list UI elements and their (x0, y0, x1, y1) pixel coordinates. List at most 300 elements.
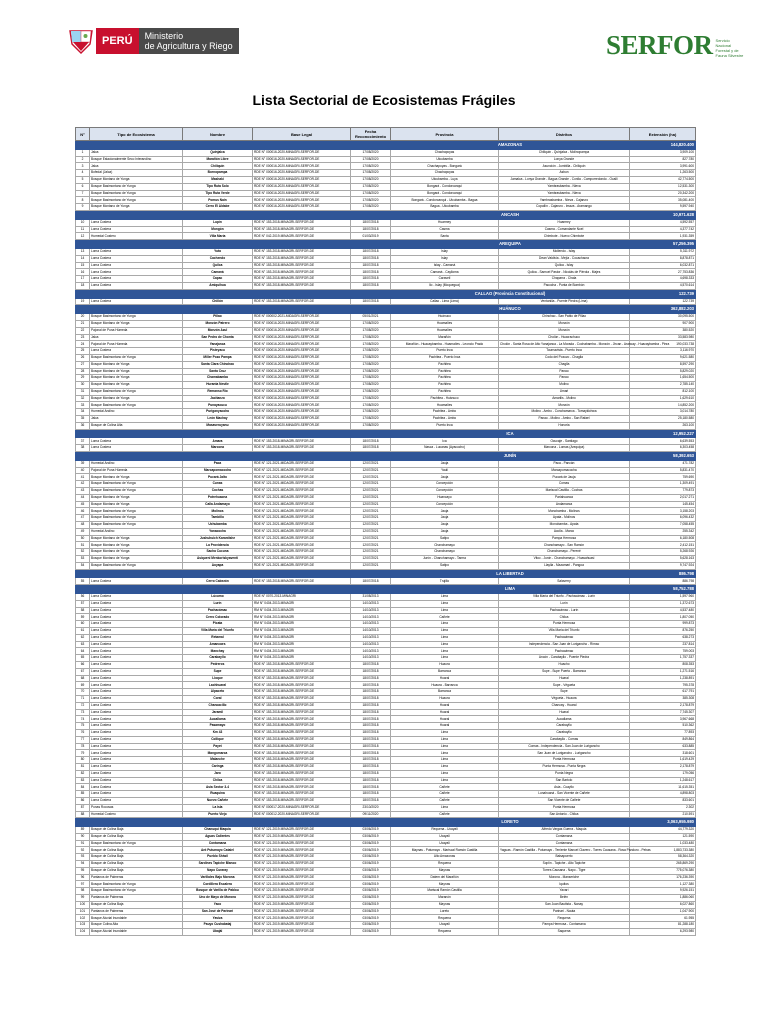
province: Cañete (391, 811, 499, 818)
legal-basis: RDE N° 121-2021-MIDAGRI-SERFOR-DE (253, 481, 351, 488)
recognition-date: 14/10/2013 (351, 641, 391, 648)
row-number: 88 (76, 811, 90, 818)
extension-ha: 849.864 (630, 736, 696, 743)
province: Datem del Marañón (391, 874, 499, 881)
extension-ha: 263.100 (630, 422, 696, 429)
legal-basis: RDE N° 153-2018-MINAGRI-SERFOR-DE (253, 723, 351, 730)
districts: Yambrasbamba - Nieva - Cajaruro (499, 197, 630, 204)
districts: Soplín - Tapiche - Alto Tapiche (499, 861, 630, 868)
table-row (76, 901, 696, 908)
ecosystem-type: Loma Costera (90, 689, 183, 696)
province: Lima (391, 757, 499, 764)
ecosystem-name: Yaco (183, 901, 253, 908)
col-header-legal-basis: Base Legal (253, 128, 351, 141)
legal-basis: RDE N° 153-2018-MINAGRI-SERFOR-DE (253, 675, 351, 682)
table-row (76, 149, 696, 156)
extension-ha: 9,926.151 (630, 888, 696, 895)
legal-basis: RDE N° 153-2018-MINAGRI-SERFOR-DE (253, 682, 351, 689)
row-number: 10 (76, 219, 90, 226)
table-row (76, 320, 696, 327)
districts: Carabayllo (499, 723, 630, 730)
row-number: 66 (76, 661, 90, 668)
ecosystem-type: Bosque Montano de Yunga (90, 382, 183, 389)
row-number: 81 (76, 763, 90, 770)
table-row (76, 467, 696, 474)
recognition-date: 18/07/2018 (351, 445, 391, 452)
region-total: 122.739 (630, 289, 696, 298)
ecosystem-type: Loma Costera (90, 600, 183, 607)
province: Nasca - Lucanas (Ayacucho) (391, 445, 499, 452)
ecosystem-type: Loma Costera (90, 736, 183, 743)
recognition-date: 17/08/2020 (351, 395, 391, 402)
legal-basis: RDE N° 000016-2020-MINAGRI-SERFOR-DE (253, 190, 351, 197)
districts: Supe - Végueta (499, 682, 630, 689)
legal-basis: RDE N° 153-2018-MINAGRI-SERFOR-DE (253, 695, 351, 702)
districts: Requena (499, 915, 630, 922)
region-name: LA LIBERTAD (391, 569, 630, 578)
ecosystem-type: Bosque Montano de Yunga (90, 535, 183, 542)
legal-basis: RDE N° 153-2018-MINAGRI-SERFOR-DE (253, 668, 351, 675)
ecosystem-name: Payet (183, 743, 253, 750)
row-number: 56 (76, 594, 90, 601)
legal-basis: RDE N° 121-2019-MINAGRI-SERFOR-DE (253, 833, 351, 840)
table-row (76, 791, 696, 798)
province: Lima (391, 634, 499, 641)
extension-ha: 81,288.180 (630, 922, 696, 929)
districts: Comas - Independencia - San Juan de Lurigancho (499, 743, 630, 750)
legal-basis: RDE N° 121-2021-MIDAGRI-SERFOR-DE (253, 556, 351, 563)
table-row (76, 382, 696, 389)
ecosystem-type: Humedal Costero (90, 811, 183, 818)
province: Ilo - Islay (Moquegua) (391, 282, 499, 289)
districts: Pariahuanca (499, 494, 630, 501)
districts: Pampa Hermosa - Contamana (499, 922, 630, 929)
districts: Chaparra - Chala (499, 276, 630, 283)
extension-ha: 827.780 (630, 156, 696, 163)
ecosystem-type: Loma Costera (90, 675, 183, 682)
ecosystem-type: Bofedal (Jalca) (90, 170, 183, 177)
row-number: 22 (76, 327, 90, 334)
table-row (76, 233, 696, 240)
row-number: 7 (76, 190, 90, 197)
page-header (0, 0, 768, 70)
province: Mariscal Ramón Castilla (391, 888, 499, 895)
table-row (76, 556, 696, 563)
region-spacer (76, 305, 391, 314)
districts: Pachacámac (499, 634, 630, 641)
row-number: 16 (76, 269, 90, 276)
ecosystem-type: Bosque Basimontano de Yunga (90, 522, 183, 529)
recognition-date: 03/06/2019 (351, 840, 391, 847)
col-header-type: Tipo de Ecosistema (90, 128, 183, 141)
legal-basis: RDE N° 121-2019-MINAGRI-SERFOR-DE (253, 874, 351, 881)
ecosystem-type: Bosque Basimontano de Yunga (90, 488, 183, 495)
province: Bagua - Utcubamba (391, 204, 499, 211)
region-row (76, 569, 696, 578)
table-row (76, 515, 696, 522)
province: Pachitea (391, 375, 499, 382)
province: Islay (391, 255, 499, 262)
districts: Lonya Grande (499, 156, 630, 163)
region-spacer (76, 569, 391, 578)
recognition-date: 18/07/2018 (351, 702, 391, 709)
serfor-logo (606, 32, 744, 58)
districts: Supe - Supe Puerto - Barranca (499, 668, 630, 675)
ecosystem-name: Pauyo Cushabataj (183, 922, 253, 929)
ecosystem-name: Amara (183, 438, 253, 445)
ecosystem-type: Loma Costera (90, 682, 183, 689)
province: Lima (391, 729, 499, 736)
ecosystem-name: Marcona (183, 445, 253, 452)
legal-basis: RDE N° 121-2019-MINAGRI-SERFOR-DE (253, 929, 351, 936)
ecosystem-name: Chillón (183, 298, 253, 305)
table-row (76, 895, 696, 902)
districts: Llaylla - Mazamari - Pangoa (499, 562, 630, 569)
ecosystem-type: Bosque Montano de Yunga (90, 556, 183, 563)
extension-ha: 1,931.359 (630, 233, 696, 240)
legal-basis: RDE N° 121-2021-MIDAGRI-SERFOR-DE (253, 515, 351, 522)
province: Lima (391, 743, 499, 750)
recognition-date: 03/06/2019 (351, 854, 391, 861)
ecosystem-type: Loma Costera (90, 627, 183, 634)
districts: Pacocha - Punta de Bombón (499, 282, 630, 289)
extension-ha: 876.250 (630, 627, 696, 634)
extension-ha: 121.590 (630, 833, 696, 840)
table-row (76, 409, 696, 416)
recognition-date: 17/08/2020 (351, 354, 391, 361)
table-row (76, 204, 696, 211)
extension-ha: 7,058.455 (630, 522, 696, 529)
table-row (76, 578, 696, 585)
recognition-date: 14/10/2013 (351, 627, 391, 634)
legal-basis: RDE N° 000017-2020-MINAGRI-SERFOR-DE (253, 804, 351, 811)
recognition-date: 17/08/2020 (351, 327, 391, 334)
ecosystem-name: Calla Andamayo (183, 501, 253, 508)
province: Huaral (391, 723, 499, 730)
legal-basis: RDE N° 153-2018-MINAGRI-SERFOR-DE (253, 750, 351, 757)
districts: Umari (499, 388, 630, 395)
recognition-date: 03/06/2019 (351, 861, 391, 868)
legal-basis: RDE N° 000012-2020-MINAGRI-SERFOR-DE (253, 811, 351, 818)
table-row (76, 750, 696, 757)
row-number: 71 (76, 695, 90, 702)
row-number: 70 (76, 689, 90, 696)
province: Utcubamba - Luya (391, 176, 499, 183)
ecosystem-type: Loma Costera (90, 763, 183, 770)
province: Ucayali (391, 840, 499, 847)
legal-basis: RDE N° 153-2018-MINAGRI-SERFOR-DE (253, 777, 351, 784)
ecosystem-type: Jalca (90, 334, 183, 341)
ecosystem-name: San José de Parinari (183, 908, 253, 915)
extension-ha: 638.273 (630, 634, 696, 641)
districts: Chaglla (499, 361, 630, 368)
legal-basis: RDE N° 121-2019-MINAGRI-SERFOR-DE (253, 847, 351, 854)
legal-basis: RDE N° 000016-2020-MINAGRI-SERFOR-DE (253, 416, 351, 423)
ecosystem-type: Loma Costera (90, 757, 183, 764)
recognition-date: 03/06/2019 (351, 833, 391, 840)
recognition-date: 18/07/2018 (351, 716, 391, 723)
ecosystem-name: Cochas (183, 488, 253, 495)
province: Pachitea (391, 361, 499, 368)
row-number: 59 (76, 614, 90, 621)
table-row (76, 368, 696, 375)
districts: Lurín (499, 600, 630, 607)
ecosystem-name: León Machay (183, 416, 253, 423)
extension-ha: 35,081.400 (630, 197, 696, 204)
ecosystem-name: Molinos (183, 508, 253, 515)
recognition-date: 18/07/2018 (351, 262, 391, 269)
region-row (76, 289, 696, 298)
table-row (76, 874, 696, 881)
province: Cañete (391, 614, 499, 621)
recognition-date: 12/07/2021 (351, 535, 391, 542)
ecosystem-name: La Isla (183, 804, 253, 811)
table-row (76, 757, 696, 764)
recognition-date: 18/07/2018 (351, 784, 391, 791)
table-row (76, 695, 696, 702)
row-number: 8 (76, 197, 90, 204)
legal-basis: RDE N° 000016-2020-MINAGRI-SERFOR-DE (253, 163, 351, 170)
ecosystem-type: Bosque Basimontano de Yunga (90, 388, 183, 395)
extension-ha: 3,909.100 (630, 149, 696, 156)
districts: Huaral (499, 675, 630, 682)
legal-basis: RDE N° 153-2018-MINAGRI-SERFOR-DE (253, 276, 351, 283)
ecosystem-type: Bosque Montano de Yunga (90, 501, 183, 508)
table-row (76, 255, 696, 262)
extension-ha: 1,238.891 (630, 675, 696, 682)
recognition-date: 12/07/2021 (351, 542, 391, 549)
table-row (76, 614, 696, 621)
ecosystem-type: Bosque Montano de Yunga (90, 542, 183, 549)
extension-ha: 1,883,733.380 (630, 847, 696, 854)
ecosystem-type: Loma Costera (90, 621, 183, 628)
row-number: 14 (76, 255, 90, 262)
recognition-date: 18/07/2018 (351, 777, 391, 784)
ecosystem-name: Lachhuaral (183, 682, 253, 689)
districts: Casma - Comandante Noel (499, 226, 630, 233)
districts: Comas (499, 481, 630, 488)
row-number: 15 (76, 262, 90, 269)
region-total: 58,392.653 (630, 452, 696, 461)
ecosystem-name: Picata (183, 621, 253, 628)
table-row (76, 621, 696, 628)
recognition-date: 17/08/2020 (351, 388, 391, 395)
ecosystem-type: Bosque Basimontano de Yunga (90, 354, 183, 361)
ecosystem-name: Remanso Río (183, 388, 253, 395)
recognition-date: 18/07/2018 (351, 757, 391, 764)
legal-basis: RDE N° 121-2021-MIDAGRI-SERFOR-DE (253, 522, 351, 529)
ecosystem-type: Bosque Montano de Yunga (90, 375, 183, 382)
districts: Supe (499, 689, 630, 696)
ecosystem-name: Lurín (183, 600, 253, 607)
districts: Mariscal Castilla - Cochas (499, 488, 630, 495)
region-spacer (76, 818, 391, 827)
legal-basis: RDE N° 153-2018-MINAGRI-SERFOR-DE (253, 262, 351, 269)
table-row (76, 474, 696, 481)
table-row (76, 334, 696, 341)
row-number: 92 (76, 847, 90, 854)
table-row (76, 770, 696, 777)
extension-ha: 6,096.432 (630, 515, 696, 522)
districts: Pucará de Jauja (499, 474, 630, 481)
districts: Asunción - Jumbilla - Chiliquin (499, 163, 630, 170)
row-number: 19 (76, 298, 90, 305)
row-number: 64 (76, 648, 90, 655)
table-row (76, 445, 696, 452)
table-row (76, 488, 696, 495)
province: Pachitea - Ambo (391, 409, 499, 416)
legal-basis: RDE N° 000016-2020-MINAGRI-SERFOR-DE (253, 388, 351, 395)
ecosystem-name: Santa Clara Chinchao (183, 361, 253, 368)
extension-ha: 2.302 (630, 804, 696, 811)
extension-ha: 1,372.673 (630, 600, 696, 607)
row-number: 58 (76, 607, 90, 614)
table-row (76, 736, 696, 743)
ecosystem-type: Loma Costera (90, 797, 183, 804)
extension-ha: 2,178.879 (630, 702, 696, 709)
ecosystem-name: Lúcumo (183, 594, 253, 601)
legal-basis: RDE N° 153-2018-MINAGRI-SERFOR-DE (253, 255, 351, 262)
recognition-date: 03/06/2019 (351, 895, 391, 902)
peru-label: PERÚ (96, 28, 139, 54)
extension-ha: 2,017.271 (630, 494, 696, 501)
ecosystem-name: Aoyapa (183, 562, 253, 569)
districts: Independencia - San Juan de Lurigancho - Rímac (499, 641, 630, 648)
recognition-date: 12/07/2021 (351, 481, 391, 488)
extension-ha: 3,991.600 (630, 163, 696, 170)
row-number: 57 (76, 600, 90, 607)
province: Huaura (391, 695, 499, 702)
recognition-date: 17/08/2020 (351, 348, 391, 355)
table-row (76, 549, 696, 556)
districts: San Antonio - Chilca (499, 811, 630, 818)
province: Jauja (391, 528, 499, 535)
ecosystem-name: Monzón Patrero (183, 320, 253, 327)
recognition-date: 14/10/2013 (351, 600, 391, 607)
districts: Chilca (499, 614, 630, 621)
table-body (76, 141, 696, 936)
ecosystem-type: Bosque Montano de Yunga (90, 204, 183, 211)
region-row (76, 585, 696, 594)
recognition-date: 18/07/2018 (351, 797, 391, 804)
legal-basis: RDE N° 121-2021-MIDAGRI-SERFOR-DE (253, 460, 351, 467)
ecosystem-name: Aguas Calientes (183, 833, 253, 840)
row-number: 34 (76, 409, 90, 416)
table-row (76, 348, 696, 355)
row-number: 47 (76, 515, 90, 522)
region-row (76, 818, 696, 827)
recognition-date: 17/08/2020 (351, 334, 391, 341)
legal-basis: RDE N° 121-2019-MINAGRI-SERFOR-DE (253, 901, 351, 908)
recognition-date: 18/07/2018 (351, 709, 391, 716)
row-number: 55 (76, 578, 90, 585)
ecosystem-type: Loma Costera (90, 723, 183, 730)
ecosystem-type: Bosque Basimontano de Yunga (90, 562, 183, 569)
row-number: 62 (76, 634, 90, 641)
table-row (76, 354, 696, 361)
districts: Salaverry (499, 578, 630, 585)
ecosystem-type: Bosque Montano de Yunga (90, 361, 183, 368)
province: Ucayali (391, 922, 499, 929)
row-number: 103 (76, 922, 90, 929)
districts: Punta Hermosa (499, 804, 630, 811)
extension-ha: 145.454 (630, 501, 696, 508)
districts: Marcona - Lomas (Arequipa) (499, 445, 630, 452)
province: Alto Amazonas (391, 854, 499, 861)
extension-ha: 3,014.780 (630, 409, 696, 416)
region-name: ICA (391, 429, 630, 438)
recognition-date: 12/07/2021 (351, 508, 391, 515)
legal-basis: RDE N° 000016-2020-MINAGRI-SERFOR-DE (253, 204, 351, 211)
districts: Ocucaje - Santiago (499, 438, 630, 445)
districts: Pampa Hermosa (499, 535, 630, 542)
row-number: 43 (76, 488, 90, 495)
districts: Huaral (499, 709, 630, 716)
region-spacer (76, 240, 391, 249)
legal-basis: RDE N° 000016-2020-MINAGRI-SERFOR-DE (253, 402, 351, 409)
province: Loreto (391, 908, 499, 915)
ecosystem-name: Camaná (183, 269, 253, 276)
ecosystem-type: Loma Costera (90, 791, 183, 798)
recognition-date: 18/07/2018 (351, 791, 391, 798)
legal-basis: RDE N° 153-2018-MINAGRI-SERFOR-DE (253, 578, 351, 585)
ecosystem-type: Bosque de Colina Baja (90, 867, 183, 874)
province: Concepción (391, 501, 499, 508)
province: Chachapoyas (391, 149, 499, 156)
districts: Carabayllo (499, 729, 630, 736)
row-number: 76 (76, 729, 90, 736)
recognition-date: 12/07/2021 (351, 494, 391, 501)
row-number: 54 (76, 562, 90, 569)
legal-basis: RM N° 0404-2013-MINAGRI (253, 655, 351, 662)
table-row (76, 416, 696, 423)
serfor-tagline: Servicio Nacional Forestal y de Fauna Silvestre (715, 38, 744, 58)
recognition-date: 03/06/2019 (351, 827, 391, 834)
ecosystem-type: Loma Costera (90, 282, 183, 289)
recognition-date: 14/10/2013 (351, 614, 391, 621)
ecosystem-type: Pajonal de Puna Húmeda (90, 467, 183, 474)
ecosystem-name: Cerro Cabezón (183, 578, 253, 585)
region-row (76, 240, 696, 249)
extension-ha: 318.601 (630, 750, 696, 757)
extension-ha: 1,807.050 (630, 614, 696, 621)
table-row (76, 655, 696, 662)
document-title: Lista Sectorial de Ecosistemas Frágiles (252, 92, 516, 108)
province: Marañón - Huacaybamba - Huamalíes - Leoncio Prado (391, 341, 499, 348)
ecosystem-name: Cordillera Escalera (183, 881, 253, 888)
districts: Contamana (499, 833, 630, 840)
legal-basis: RDE N° 121-2021-MIDAGRI-SERFOR-DE (253, 501, 351, 508)
row-number: 31 (76, 388, 90, 395)
recognition-date: 17/08/2020 (351, 375, 391, 382)
ecosystem-type: Bosque Montano de Yunga (90, 549, 183, 556)
table-row (76, 248, 696, 255)
ecosystem-type: Loma Costera (90, 578, 183, 585)
ecosystem-name: Pedreros (183, 661, 253, 668)
ecosystem-name: Masaveruyanu (183, 422, 253, 429)
province: Huaura - Barranca (391, 682, 499, 689)
legal-basis: RM N° 0404-2013-MINAGRI (253, 627, 351, 634)
table-row (76, 522, 696, 529)
extension-ha: 1,597.960 (630, 594, 696, 601)
table-row (76, 327, 696, 334)
row-number: 6 (76, 183, 90, 190)
ecosystem-name: Amiquihua (183, 282, 253, 289)
ecosystem-type: Humedal Andino (90, 460, 183, 467)
ecosystem-name: Km 43 (183, 729, 253, 736)
extension-ha: 25,180.580 (630, 416, 696, 423)
legal-basis: RDE N° 121-2019-MINAGRI-SERFOR-DE (253, 861, 351, 868)
